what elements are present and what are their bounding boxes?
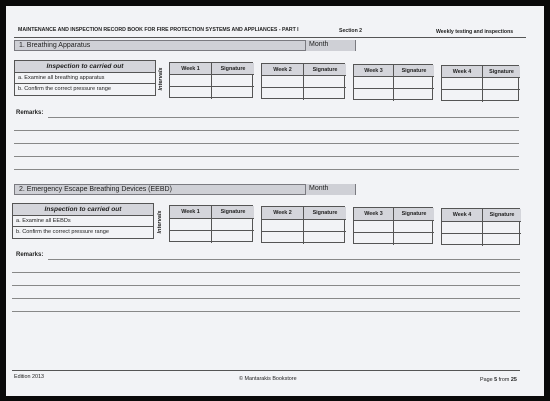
section-2-week-2-table — [261, 206, 345, 243]
section-2-inspection-row-b: b. Confirm the correct pressure range — [16, 229, 109, 235]
section-1-week-4-table — [441, 65, 519, 101]
section-1-week-2-cell[interactable] — [262, 88, 304, 100]
section-2-week-2-signature-header: Signature — [304, 207, 346, 220]
section-1-remarks-line[interactable] — [14, 156, 519, 157]
document-title: MAINTENANCE AND INSPECTION RECORD BOOK FOR FIRE PROTECTION SYSTEMS AND APPLIANCES - PART I — [18, 27, 299, 33]
footer-rule — [12, 370, 520, 371]
section-2-week-4-header: Week 4 — [442, 209, 483, 222]
section-2-week-3-cell[interactable] — [354, 233, 394, 245]
section-1-week-3-signature-header: Signature — [394, 65, 434, 77]
section-1-month-field[interactable] — [305, 40, 519, 51]
section-2-week-4-table — [441, 208, 520, 245]
section-2-week-1-cell[interactable] — [170, 231, 212, 243]
section-1-intervals-label: Intervals — [158, 67, 164, 91]
section-1-week-4-cell[interactable] — [442, 78, 483, 90]
section-2-week-3-signature-cell[interactable] — [394, 233, 434, 245]
section-2-remarks-line[interactable] — [12, 311, 520, 312]
section-2-week-4-cell[interactable] — [442, 222, 483, 234]
page-indicator — [480, 377, 517, 383]
edition-label: Edition 2013 — [14, 374, 44, 380]
section-2-inspection-header: Inspection to carried out — [13, 204, 153, 216]
section-1-week-1-cell[interactable] — [170, 87, 212, 99]
section-1-week-2-table — [261, 63, 345, 99]
section-1-title-bar — [14, 40, 518, 51]
section-2-week-2-signature-cell[interactable] — [304, 220, 346, 232]
section-1-week-1-header: Week 1 — [170, 63, 212, 75]
section-2-week-3-header: Week 3 — [354, 208, 394, 221]
section-2-inspection-box — [12, 203, 154, 239]
section-2-week-1-signature-cell[interactable] — [212, 219, 254, 231]
section-2-month-label: Month — [306, 184, 356, 195]
page-prefix: Page — [480, 377, 493, 383]
section-1-week-2-header: Week 2 — [262, 64, 304, 76]
section-1-week-3-table — [353, 64, 433, 100]
copyright-label: © Mantarakis Bookstore — [239, 376, 297, 382]
section-1-week-3-cell[interactable] — [354, 77, 394, 89]
section-1-week-2-cell[interactable] — [262, 76, 304, 88]
section-2-week-1-signature-header: Signature — [212, 206, 254, 219]
section-2-week-2-cell[interactable] — [262, 232, 304, 244]
section-1-week-1-signature-cell[interactable] — [212, 87, 254, 99]
section-2-title-bar — [14, 184, 520, 195]
section-2-intervals-label: Intervals — [157, 210, 163, 234]
document-subtitle: Weekly testing and inspections — [436, 29, 514, 35]
section-2-week-4-signature-header: Signature — [483, 209, 521, 222]
section-1-week-3-cell[interactable] — [354, 89, 394, 101]
section-2-week-2-cell[interactable] — [262, 220, 304, 232]
section-2-week-3-table — [353, 207, 433, 244]
section-2-remarks-line[interactable] — [48, 259, 520, 260]
section-1-week-2-signature-header: Signature — [304, 64, 346, 76]
section-1-remarks-line[interactable] — [48, 117, 519, 118]
section-1-inspection-header: Inspection to carried out — [15, 61, 155, 73]
section-1-title: 1. Breathing Apparatus — [19, 42, 91, 49]
section-2-week-3-signature-cell[interactable] — [394, 221, 434, 233]
section-2-week-2-header: Week 2 — [262, 207, 304, 220]
section-2-week-3-cell[interactable] — [354, 221, 394, 233]
section-1-remarks-line[interactable] — [14, 143, 519, 144]
section-1-inspection-row-a: a. Examine all breathing apparatus — [15, 73, 155, 84]
section-1-week-1-signature-header: Signature — [212, 63, 254, 75]
section-1-week-3-signature-cell[interactable] — [394, 77, 434, 89]
section-2-remarks-label: Remarks: — [16, 252, 44, 258]
section-2-remarks-line[interactable] — [12, 272, 520, 273]
section-1-week-4-signature-cell[interactable] — [483, 90, 520, 102]
section-1-week-1-cell[interactable] — [170, 75, 212, 87]
page-total: 25 — [510, 377, 517, 383]
section-1-week-3-signature-cell[interactable] — [394, 89, 434, 101]
section-2-week-3-signature-header: Signature — [394, 208, 434, 221]
section-1-week-2-signature-cell[interactable] — [304, 76, 346, 88]
section-2-remarks-line[interactable] — [12, 285, 520, 286]
section-2-title: 2. Emergency Escape Breathing Devices (EEBD) — [19, 186, 172, 193]
section-2-week-4-signature-cell[interactable] — [483, 234, 521, 246]
section-1-week-1-table — [169, 62, 253, 98]
section-1-week-2-signature-cell[interactable] — [304, 88, 346, 100]
section-2-week-1-signature-cell[interactable] — [212, 231, 254, 243]
section-1-remarks-line[interactable] — [14, 130, 519, 131]
section-2-week-1-table — [169, 205, 253, 242]
section-1-week-4-signature-cell[interactable] — [483, 78, 520, 90]
section-1-week-3-header: Week 3 — [354, 65, 394, 77]
section-1-month-label: Month — [306, 40, 356, 51]
section-1-remarks-label: Remarks: — [16, 110, 44, 116]
section-label: Section 2 — [339, 28, 363, 34]
section-2-week-2-signature-cell[interactable] — [304, 232, 346, 244]
section-1-week-4-header: Week 4 — [442, 66, 483, 78]
section-1-week-1-signature-cell[interactable] — [212, 75, 254, 87]
section-2-week-4-signature-cell[interactable] — [483, 222, 521, 234]
section-1-remarks-line[interactable] — [14, 169, 519, 170]
section-2-inspection-row-a: a. Examine all EEBDs — [13, 216, 153, 227]
page-from: from — [498, 377, 510, 383]
section-2-week-4-cell[interactable] — [442, 234, 483, 246]
page-number: 5 — [494, 377, 498, 383]
section-2-week-1-header: Week 1 — [170, 206, 212, 219]
record-sheet — [6, 6, 544, 396]
header-rule — [14, 37, 526, 38]
section-2-remarks-line[interactable] — [12, 298, 520, 299]
section-1-inspection-row-b: b. Confirm the correct pressure range — [18, 86, 111, 92]
section-1-inspection-box — [14, 60, 156, 96]
section-2-week-1-cell[interactable] — [170, 219, 212, 231]
section-1-week-4-signature-header: Signature — [483, 66, 520, 78]
section-2-month-field[interactable] — [305, 184, 521, 195]
section-1-week-4-cell[interactable] — [442, 90, 483, 102]
